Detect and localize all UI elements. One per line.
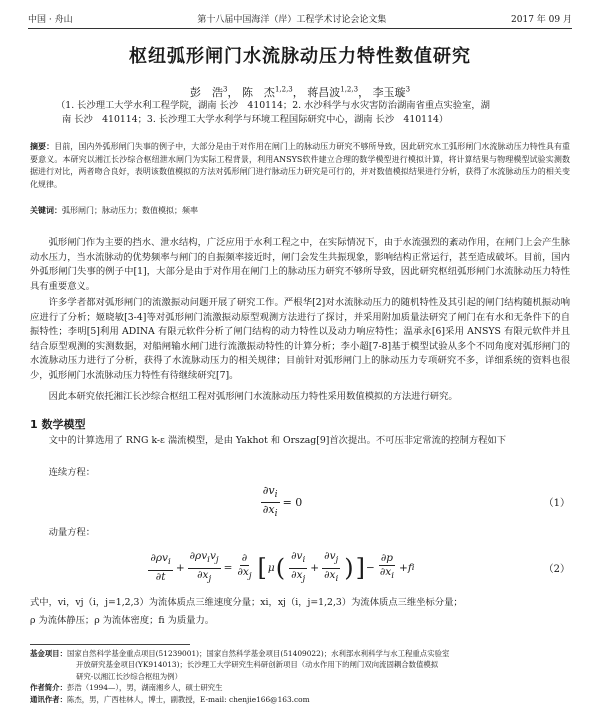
author-affil-mark: 3 <box>405 85 411 94</box>
fraction-denominator: $\partial x_i$ <box>262 502 278 519</box>
fraction <box>261 484 280 519</box>
equation-number: （1） <box>543 498 570 509</box>
author-bio-label: 作者简介： <box>30 683 67 693</box>
fraction: $\frac{\partial\rho v_iv_j}{\partial x_j}$ <box>189 550 219 584</box>
equation-continuity <box>30 484 570 520</box>
fraction: $\frac{\partial}{\partial x_j}$ <box>237 552 252 582</box>
fraction: $\frac{\partial v_i}{\partial x_j}$ <box>291 550 306 584</box>
author-name: 蒋昌波 <box>307 86 341 99</box>
symbol-definitions-2: ρ 为流体静压；ρ 为流体密度；fi 为质量力。 <box>30 615 215 626</box>
author-affil-mark: 1,2,3 <box>274 85 293 94</box>
funding-note <box>30 648 570 659</box>
fraction: $\frac{\partial\rho v_i}{\partial t}$ <box>150 552 171 583</box>
symbol-definitions-1: 式中，vi，vj（i，j=1,2,3）为流体质点三维速度分量；xi，xj（i，j=1,2,3）为流体质点三维坐标分量； <box>30 597 463 608</box>
author-list: 彭 浩$^3$， 陈 杰$^{1,2,3}$， 蒋昌波$^{1,2,3}$， 李玉璇$^3$ <box>189 85 411 99</box>
equation-rhs: = 0 <box>282 495 303 509</box>
abstract-label: 摘要： <box>30 142 55 151</box>
author-affil-mark: 1,2,3 <box>340 85 359 94</box>
section-heading: 1 数学模型 <box>30 418 86 431</box>
header-proceedings: 第十八届中国海洋（岸）工程学术讨论会论文集 <box>197 14 387 25</box>
paper-title: 枢纽弧形闸门水流脉动压力特性数值研究 <box>129 46 471 67</box>
footnotes <box>30 648 570 705</box>
keywords-text: 弧形闸门；脉动压力；数值模拟；频率 <box>62 206 198 215</box>
equation-body <box>30 484 530 520</box>
header-location: 中国 · 舟山 <box>28 14 73 25</box>
model-paragraph: 文中的计算选用了 RNG k-ε 湍流模型，是由 Yakhot 和 Orszag[9]首次提出。不可压非定常流的控制方程如下 <box>48 435 507 446</box>
equation-momentum <box>30 546 570 590</box>
running-header <box>28 10 572 26</box>
funding-text-cont: 开放研究基金项目(YK914013)；长沙理工大学研究生科研创新项目（动水作用下的闸门双向流固耦合数值模拟 <box>76 660 439 670</box>
corresponding-text: 陈杰，男，广西桂林人，博士，副教授，E-mail: chenjie166@163.com <box>66 694 310 704</box>
momentum-label: 动量方程： <box>48 527 96 538</box>
affiliations <box>56 99 552 127</box>
corresponding-label: 通讯作者： <box>30 694 67 704</box>
corresponding-author-note <box>30 694 570 705</box>
keywords-label: 关键词： <box>30 206 62 215</box>
abstract-text: 目前，国内外弧形闸门失事的例子中，大部分是由于对作用在闸门上的脉动压力研究不够所导致，因此研究水工弧形闸门水流脉动压力特性具有重要意义。本研究以湘江长沙综合枢纽泄水闸门为实际工程背景，利用ANSYS软件建立合理的数学模型进行模拟计算，将计算结果与物理模型试验实测数据进行对比，两者吻合良好，表明该数值模拟的方法对弧形闸门进行脉动压力研究是可行的，并对数值模拟结果进行分析，获得了水流脉动压力的相关变化规律。 <box>30 142 570 189</box>
author-affil-mark: 3 <box>222 85 228 94</box>
fraction: $\frac{\partial p}{\partial x_i}$ <box>379 552 395 582</box>
footnote-divider <box>30 644 190 645</box>
intro-paragraph-3: 因此本研究依托湘江长沙综合枢纽工程对弧形闸门水流脉动压力特性采用数值模拟的方法进行研究。 <box>48 391 458 402</box>
fraction-numerator: $\partial v_i$ <box>262 484 278 501</box>
abstract <box>30 141 570 191</box>
equation-number: （2） <box>543 564 570 575</box>
continuity-label: 连续方程： <box>48 467 96 478</box>
funding-text: 国家自然科学基金重点项目(51239001)；国家自然科学基金项目(51409022)；水利部水利科学与水工程重点实验室 <box>66 649 450 658</box>
affiliation-line: （1. 长沙理工大学水利工程学院，湖南 长沙 410114；2. 水沙科学与水灾害防治湖南省重点实验室，湖 <box>56 100 490 111</box>
header-date: 2017 年 09 月 <box>511 14 572 25</box>
author-bio-text: 彭浩（1994—），男，湖南湘乡人，硕士研究生 <box>66 683 223 693</box>
affiliation-line: 南 长沙 410114；3. 长沙理工大学水利学与环境工程国际研究中心，湖南 长沙 410114） <box>62 114 449 125</box>
header-divider <box>28 28 572 29</box>
author-name: 李玉璇 <box>372 86 406 99</box>
intro-paragraph-2: 许多学者都对弧形闸门的流激振动问题开展了研究工作。严根华[2]对水流脉动压力的随机特性及其引起的闸门结构随机振动响应进行了分析；姬晓敏[3-4]等对弧形闸门流激振动原型观测方法进行了探讨，并采用附加质量法研究了闸门在有水和无条件下的自振特性；李明[5]利用 ADINA 有限元软件分析了闸门结构的动力特性以及动力响应特性；温承永[6]采用 ANSYS 有限元软件并且结合原型观测的实测数据，对船闸输水闸门进行流激振动特性的计算分析；李小超[7-8]基于模型试验从多个不同角度对弧形闸门的水流脉动压力进行了分析，获得了水流脉动压力的相关规律；目前针对弧形闸门上的脉动压力专项研究不多，详细系统的资料也很少，弧形闸门水流脉动压力特性有待继续研究[7]。 <box>30 297 570 381</box>
author-bio-note <box>30 682 570 693</box>
funding-label: 基金项目： <box>30 649 67 658</box>
author-name: 陈 杰 <box>241 86 275 99</box>
funding-text-cont: 研究-以湘江长沙综合枢纽为例） <box>76 671 182 681</box>
equation-body: $\frac{\partial\rho v_i}{\partial t}$ + $\frac{\partial\rho v_iv_j}{\partial x_j}$ = $\frac{\partial}{\partial x_j}$ [ μ ( $\frac{\partial v_i}{\partial x_j}$ + $\frac{\partial v_j}{\partial x_i}$ ) ] − $\frac{\partial p}{\partial x_i}$ + f i <box>150 550 415 584</box>
fraction: $\frac{\partial v_j}{\partial x_i}$ <box>324 550 339 584</box>
keywords <box>30 205 570 217</box>
author-name: 彭 浩 <box>189 86 223 99</box>
intro-paragraph-1: 弧形闸门作为主要的挡水、泄水结构，广泛应用于水利工程之中，在实际情况下，由于水流强烈的紊动作用，在闸门上会产生脉动水压力，当水流脉动的优势频率与闸门的自振频率接近时，闸门会发生共振现象，影响结构正常运行，甚至造成破坏。目前，国内外弧形闸门失事的例子中[1]，大部分是由于对作用在闸门上的脉动压力研究不够所导致，因此研究枢纽弧形闸门水流脉动压力特性具有重要意义。 <box>30 237 570 292</box>
